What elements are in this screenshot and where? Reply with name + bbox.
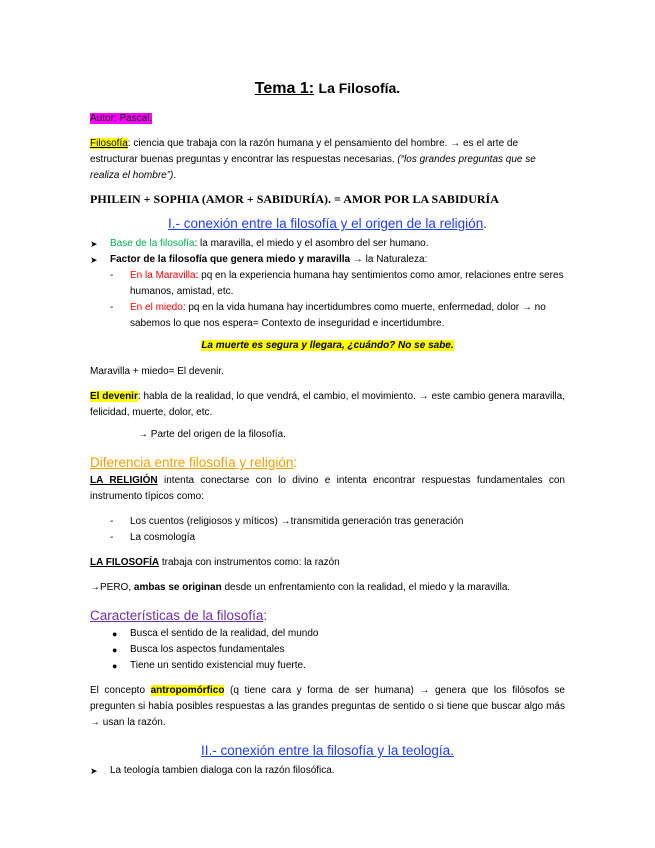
author-text: Autor: Pascal. [90,113,153,124]
bullet-dot-icon: ● [112,629,118,639]
maravilla-label: En la Maravilla [130,270,196,281]
page-title [90,78,565,99]
antropo-pre: El concepto [90,685,151,696]
section3-heading [90,606,565,626]
arrow-bullet-icon: ➤ [90,766,98,776]
bullet-dot-icon: ● [112,645,118,655]
caracteristica-text: Busca los aspectos fundamentales [130,644,285,655]
list-item-factor [90,252,565,268]
filosofia-term: LA FILOSOFÍA [90,557,160,568]
section1-end: . [483,216,487,231]
definition-paragraph [90,136,565,184]
definition-term: Filosofía [90,138,128,149]
section3-end: : [263,608,268,623]
religion-text: intenta conectarse con lo divino e intenta encontrar respuestas fundamentales con instrumento típicos como: [90,475,565,502]
devenir-paragraph [90,389,565,421]
list-item-maravilla [90,268,565,300]
section1-title: I.- conexión entre la filosofía y el origen de la religión [168,216,484,231]
title-part2: La Filosofía. [318,80,401,96]
list-item-caracteristica [90,658,565,674]
religion-term: LA RELIGIÓN [90,475,158,486]
list-item-caracteristica [90,626,565,642]
document-content [90,78,565,779]
pero-bold: ambas se originan [133,582,222,593]
miedo-label: En el miedo [130,302,183,313]
title-part1: Tema 1: [254,80,315,97]
devenir-term: El devenir [90,391,138,402]
teologia-text: La teología tambien dialoga con la razón filosófica. [110,765,335,776]
list-item-caracteristica [90,642,565,658]
section2-title: Diferencia entre filosofía y religión [90,455,294,470]
section2-heading [90,453,565,473]
arrow-bullet-icon: ➤ [90,255,98,265]
list-item-cosmologia [90,530,565,546]
pero-line [90,580,565,596]
list-item-cuentos [90,514,565,530]
section1-heading [90,214,565,234]
filosofia-text: trabaja con instrumentos como: la razón [159,557,340,568]
quote-line [90,338,565,354]
filosofia-instrument-line [90,555,565,571]
antropo-post: (q tiene cara y forma de ser humana) → genera que los filósofos se pregunten si había posibles respuestas a las grandes preguntas de sentido o si tiene que buscar algo más → usan la razón. [90,685,565,728]
dash-marker: - [110,532,114,543]
dash-marker: - [110,302,114,313]
bullet-dot-icon: ● [112,661,118,671]
definition-end: . [173,170,177,181]
base-text: : la maravilla, el miedo y el asombro del ser humano. [194,238,429,249]
arrow-bullet-icon: ➤ [90,239,98,249]
quote-text: La muerte es segura y llegara, ¿cuándo? No se sabe. [201,340,454,351]
maravilla-text: : pq en la experiencia humana hay sentimientos como amor, relaciones entre seres humanos, amistad, etc. [130,270,564,297]
factor-label: Factor de la filosofía que genera miedo y maravilla [110,254,351,265]
miedo-text: : pq en la vida humana hay incertidumbres como muerte, enfermedad, dolor → no sabemos lo que nos espera= Contexto de inseguridad e incertidumbre. [130,302,546,329]
antropomorfico-paragraph [90,683,565,731]
pero-pre: →PERO, [90,582,134,593]
pero-post: desde un enfrentamiento con la realidad, el miedo y la maravilla. [221,582,511,593]
caracteristica-text: Busca el sentido de la realidad, del mundo [130,628,319,639]
cosmologia-text: La cosmología [130,532,196,543]
dash-marker: - [110,270,114,281]
dash-marker: - [110,516,114,527]
religion-paragraph [90,473,565,505]
section4-heading [90,741,565,761]
list-item-miedo [90,300,565,332]
caracteristica-text: Tiene un sentido existencial muy fuerte. [130,660,306,671]
list-item-base [90,236,565,252]
cuentos-text: Los cuentos (religiosos y míticos) →transmitida generación tras generación [130,516,464,527]
author-line [90,111,565,127]
formula-line: Maravilla + miedo= El devenir. [90,366,224,377]
definition-italic: (“los grandes preguntas que se realiza el hombre”) [90,154,536,181]
philein-line: PHILEIN + SOPHIA (AMOR + SABIDURÍA). = AMOR POR LA SABIDURÍA [90,192,499,206]
section3-title: Características de la filosofía [90,608,264,623]
section2-end: : [293,455,298,470]
factor-text: → la Naturaleza: [350,254,428,265]
list-item-teologia [90,763,565,779]
definition-text: : ciencia que trabaja con la razón humana y el pensamiento del hombre. → es el arte de estructurar buenas preguntas y encontrar las respuestas necesarias. [90,138,519,165]
devenir-text: : habla de la realidad, lo que vendrá, el cambio, el movimiento. → este cambio genera maravilla, felicidad, muerte, dolor, etc. [90,391,565,418]
parte-line: → Parte del origen de la filosofía. [138,429,286,440]
section4-title: II.- conexión entre la filosofía y la teología. [201,743,454,758]
base-label: Base de la filosofía [110,238,195,249]
antropo-term: antropomórfico [150,685,225,696]
